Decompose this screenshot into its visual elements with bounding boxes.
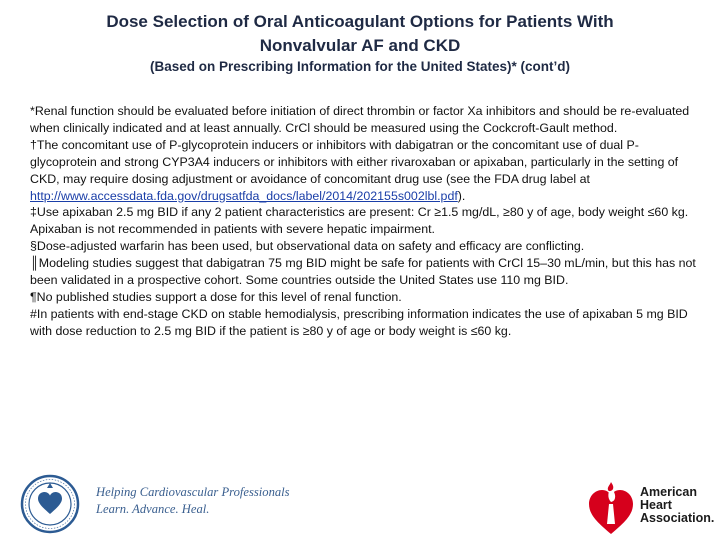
footnotes	[30, 103, 696, 340]
footnote-hemodialysis: #In patients with end-stage CKD on stable hemodialysis, prescribing information indicates the use of apixaban 5 mg BID with dose reduction to 2.5 mg BID if the patient is ≥80 y of age or body weight is ≤60 kg.	[30, 306, 688, 338]
tagline-line-2: Learn. Advance. Heal.	[96, 502, 210, 516]
footnote-p-glycoprotein	[30, 137, 696, 205]
footnote-modeling-studies: ║Modeling studies suggest that dabigatran 75 mg BID might be safe for patients with CrCl 15–30 mL/min, but this has not been validated in a prospective cohort. Some countries outside the United States use 110 mg BID.	[30, 256, 696, 288]
slide-title	[20, 10, 700, 58]
fda-label-link[interactable]: http://www.accessdata.fda.gov/drugsatfda_docs/label/2014/202155s002lbl.pdf	[30, 188, 458, 203]
aha-wordmark	[640, 486, 714, 525]
footer	[0, 462, 720, 540]
aha-line-1: American	[640, 485, 697, 499]
aha-line-2: Heart	[640, 498, 672, 512]
aha-line-3: Association.	[640, 511, 715, 525]
tagline	[96, 484, 290, 518]
footnote-warfarin: §Dose-adjusted warfarin has been used, but observational data on safety and efficacy are conflicting.	[30, 239, 585, 254]
heart-torch-icon	[586, 478, 636, 536]
footnote-p-glycoprotein-end: ).	[457, 188, 466, 203]
footnote-p-glycoprotein-text: †The concomitant use of P-glycoprotein inducers or inhibitors with dabigatran or the concomitant use of dual P-glycoprotein and strong CYP3A4 inducers or inhibitors with either rivaroxaban or apixaban, particularly in the setting of CKD, may require dosing adjustment or avoidance of concomitant drug use (see the FDA drug label at	[30, 137, 679, 186]
footnote-apixaban-dose: ‡Use apixaban 2.5 mg BID if any 2 patient characteristics are present: Cr ≥1.5 mg/dL, ≥80 y of age, body weight ≤60 kg. Apixaban is not recommended in patients with severe hepatic impairment.	[30, 205, 689, 237]
acc-seal-icon	[20, 474, 80, 534]
title-line-2: Nonvalvular AF and CKD	[259, 36, 461, 55]
title-line-1: Dose Selection of Oral Anticoagulant Options for Patients With	[106, 12, 614, 31]
tagline-line-1: Helping Cardiovascular Professionals	[96, 485, 290, 499]
slide-subtitle: (Based on Prescribing Information for the United States)* (cont’d)	[149, 59, 571, 74]
footnote-renal-function: *Renal function should be evaluated before initiation of direct thrombin or factor Xa inhibitors and should be re-evaluated when clinically indicated and at least annually. CrCl should be measured using the Cockcroft-Gault method.	[30, 104, 690, 135]
footnote-no-published-studies: ¶No published studies support a dose for this level of renal function.	[30, 289, 402, 304]
